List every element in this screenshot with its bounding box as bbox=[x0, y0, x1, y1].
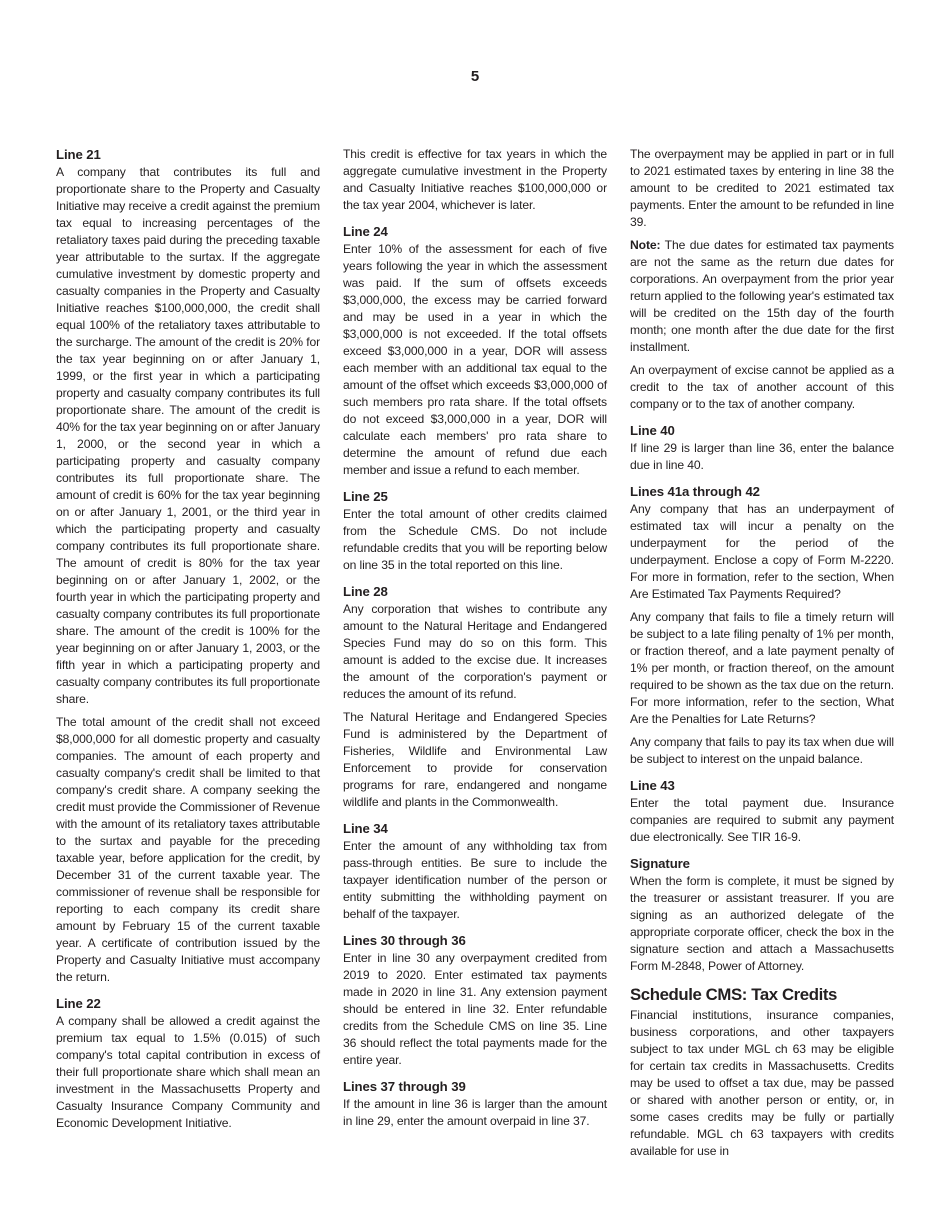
line-43-paragraph: Enter the total payment due. Insurance companies are required to submit any payment due electronically. See TIR 16-9. bbox=[630, 796, 894, 844]
column-1 bbox=[56, 146, 320, 1141]
note-label: Note: bbox=[630, 238, 661, 252]
line-22-paragraph: A company shall be allowed a credit against the premium tax equal to 1.5% (0.015) of such company's total capital contribution in excess of their full proportionate share which shall mean an investment in the Massachusetts Property and Casualty Insurance Company Community and Economic Development Initiative. bbox=[56, 1014, 320, 1130]
line-40-paragraph: If line 29 is larger than line 36, enter the balance due in line 40. bbox=[630, 441, 894, 472]
lines-41a-42-paragraph-3: Any company that fails to pay its tax when due will be subject to interest on the unpaid balance. bbox=[630, 735, 894, 766]
line-28-paragraph-1: Any corporation that wishes to contribute any amount to the Natural Heritage and Endangered Species Fund may do so on this form. This amount is added to the excise due. It increases the amount of the corporation's payment or reduces the amount of its refund. bbox=[343, 602, 607, 701]
column-3 bbox=[630, 146, 894, 1169]
note-paragraph bbox=[630, 237, 894, 356]
note-text: The due dates for estimated tax payments are not the same as the return due dates for corporations. An overpayment from the prior year return applied to the following year's estimated tax will be credited on the 15th day of the fourth month; one month after the due date for the first installment. bbox=[630, 238, 894, 354]
lines-41a-42-paragraph-1: Any company that has an underpayment of estimated tax will incur a penalty on the underpayment for the period of the underpayment. Enclose a copy of Form M-2220. For more in formation, refer to the section, When Are Estimated Tax Payments Required? bbox=[630, 502, 894, 601]
lines-41a-42-paragraph-2: Any company that fails to file a timely return will be subject to a late filing penalty of 1% per month, or fraction thereof, and a late payment penalty of 1% per month, or fraction thereof, on the amount required to be shown as the tax due on the return. For more information, refer to the section, What Are the Penalties for Late Returns? bbox=[630, 610, 894, 726]
section-line-21 bbox=[56, 146, 320, 986]
line-28-paragraph-2: The Natural Heritage and Endangered Species Fund is administered by the Department of Fisheries, Wildlife and Environmental Law Enforcement to provide for conservation programs for rare, endangered and nongame wildlife and plants in the Commonwealth. bbox=[343, 710, 607, 809]
credit-effective-paragraph: This credit is effective for tax years in which the aggregate cumulative investment in the Property and Casualty Initiative reaches $100,000,000 or the tax year 2004, whichever is later. bbox=[343, 147, 607, 212]
section-overpayment bbox=[630, 146, 894, 413]
section-line-28 bbox=[343, 583, 607, 811]
section-signature bbox=[630, 855, 894, 975]
signature-paragraph: When the form is complete, it must be signed by the treasurer or assistant treasurer. If you are signing as an authorized delegate of the appropriate corporate officer, check the box in the signature section and attach a Massachusetts Form M-2848, Power of Attorney. bbox=[630, 874, 894, 973]
overpayment-paragraph: The overpayment may be applied in part or in full to 2021 estimated taxes by entering in line 38 the amount to be credited to 2021 estimated tax payments. Enter the amount to be refunded in line 39. bbox=[630, 147, 894, 229]
line-21-paragraph-1: A company that contributes its full and proportionate share to the Property and Casualty Initiative may receive a credit against the premium tax equal to increasing percentages of the retaliatory taxes paid during the preceding taxable year attributable to the surtax. If the aggregate cumulative investment by domestic property and casualty companies in the Property and Casualty Initiative reaches $100,000,000, the credit shall equal 100% of the retaliatory taxes attributable to the surcharge. The amount of the credit is 20% for the tax year beginning on or after January 1, 1999, or the first year in which a participating property and casualty company contributes its full proportionate share. The amount of the credit is 40% for the tax year beginning on or after January 1, 2000, or the second year in which a participating property and casualty company contributes its full proportionate share. The amount of credit is 60% for the tax year beginning on or after January 1, 2001, or the third year in which the participating property and casualty company contributes its full proportionate share. The amount of credit is 80% for the tax year beginning on or after January 1, 2002, or the fourth year in which the participating property and casualty company contributes its full proportionate share. The amount of the credit is 100% for the year beginning on or after January 1, 2003, or the fifth year in which a participating property and casualty company contributes its full proportionate share. bbox=[56, 165, 320, 706]
section-line-25 bbox=[343, 488, 607, 574]
section-lines-41a-42 bbox=[630, 483, 894, 768]
line-43-heading: Line 43 bbox=[630, 778, 675, 793]
section-credit-intro bbox=[343, 146, 607, 214]
section-line-22 bbox=[56, 995, 320, 1132]
line-28-heading: Line 28 bbox=[343, 584, 388, 599]
lines-37-39-heading: Lines 37 through 39 bbox=[343, 1079, 466, 1094]
line-40-heading: Line 40 bbox=[630, 423, 675, 438]
section-line-40 bbox=[630, 422, 894, 474]
line-34-paragraph: Enter the amount of any withholding tax from pass-through entities. Be sure to include the taxpayer identification number of the person or entity submitting the withholding payment on behalf of the taxpayer. bbox=[343, 839, 607, 921]
lines-37-39-paragraph: If the amount in line 36 is larger than the amount in line 29, enter the amount overpaid in line 37. bbox=[343, 1097, 607, 1128]
section-lines-37-39 bbox=[343, 1078, 607, 1130]
signature-heading: Signature bbox=[630, 856, 690, 871]
schedule-cms-paragraph: Financial institutions, insurance companies, business corporations, and other taxpayers subject to tax under MGL ch 63 may be eligible for certain tax credits in Massachusetts. Credits may be used to offset a tax due, may be passed or shared with another person or entity, or, in some cases credits may be fully or partially refundable. MGL ch 63 taxpayers with credits available for use in bbox=[630, 1008, 894, 1158]
line-25-paragraph: Enter the total amount of other credits claimed from the Schedule CMS. Do not include refundable credits that you will be reporting below on line 35 in the total reported on this line. bbox=[343, 507, 607, 572]
line-34-heading: Line 34 bbox=[343, 821, 388, 836]
section-line-43 bbox=[630, 777, 894, 846]
lines-30-36-heading: Lines 30 through 36 bbox=[343, 933, 466, 948]
section-line-34 bbox=[343, 820, 607, 923]
line-24-heading: Line 24 bbox=[343, 224, 388, 239]
lines-41a-42-heading: Lines 41a through 42 bbox=[630, 484, 760, 499]
line-22-heading: Line 22 bbox=[56, 996, 101, 1011]
lines-30-36-paragraph: Enter in line 30 any overpayment credited from 2019 to 2020. Enter estimated tax payments made in 2020 in line 31. Any extension payment should be entered in line 32. Enter refundable credits from the Schedule CMS on line 35. Line 36 should reflect the total payments made for the entire year. bbox=[343, 951, 607, 1067]
line-24-paragraph: Enter 10% of the assessment for each of five years following the year in which the assessment was paid. If the sum of offsets exceeds $3,000,000, the excess may be carried forward and may be used in a year in which the $3,000,000 is not exceeded. If the total offsets exceed $3,000,000 in a year, DOR will assess each member with an additional tax equal to the amount of the offset which exceeds $3,000,000 of such members pro rata share. If the total offsets do not exceed $3,000,000 in a year, DOR will calculate each members' pro rata share to determine the amount of refund due each member and issue a refund to each member. bbox=[343, 242, 607, 477]
line-21-paragraph-2: The total amount of the credit shall not exceed $8,000,000 for all domestic property and casualty companies. The amount of each property and casualty company's credit shall be limited to that company's credit share. A company seeking the credit must provide the Commissioner of Revenue with the amount of its retaliatory taxes attributable to the surtax and payable for the preceding taxable year, before application for the credit, by December 31 of the current taxable year. The commissioner of revenue shall be responsible for reporting to each company its credit share amount by February 15 of the current taxable year. A certificate of contribution issued by the Property and Casualty Initiative must accompany the return. bbox=[56, 715, 320, 984]
overpayment-excise-paragraph: An overpayment of excise cannot be applied as a credit to the tax of another account of this company or to the tax of another company. bbox=[630, 363, 894, 411]
section-line-24 bbox=[343, 223, 607, 479]
column-2 bbox=[343, 146, 607, 1139]
line-21-heading: Line 21 bbox=[56, 147, 101, 162]
section-lines-30-36 bbox=[343, 932, 607, 1069]
schedule-cms-heading: Schedule CMS: Tax Credits bbox=[630, 985, 837, 1004]
page-number: 5 bbox=[470, 68, 480, 85]
section-schedule-cms bbox=[630, 985, 894, 1160]
line-25-heading: Line 25 bbox=[343, 489, 388, 504]
